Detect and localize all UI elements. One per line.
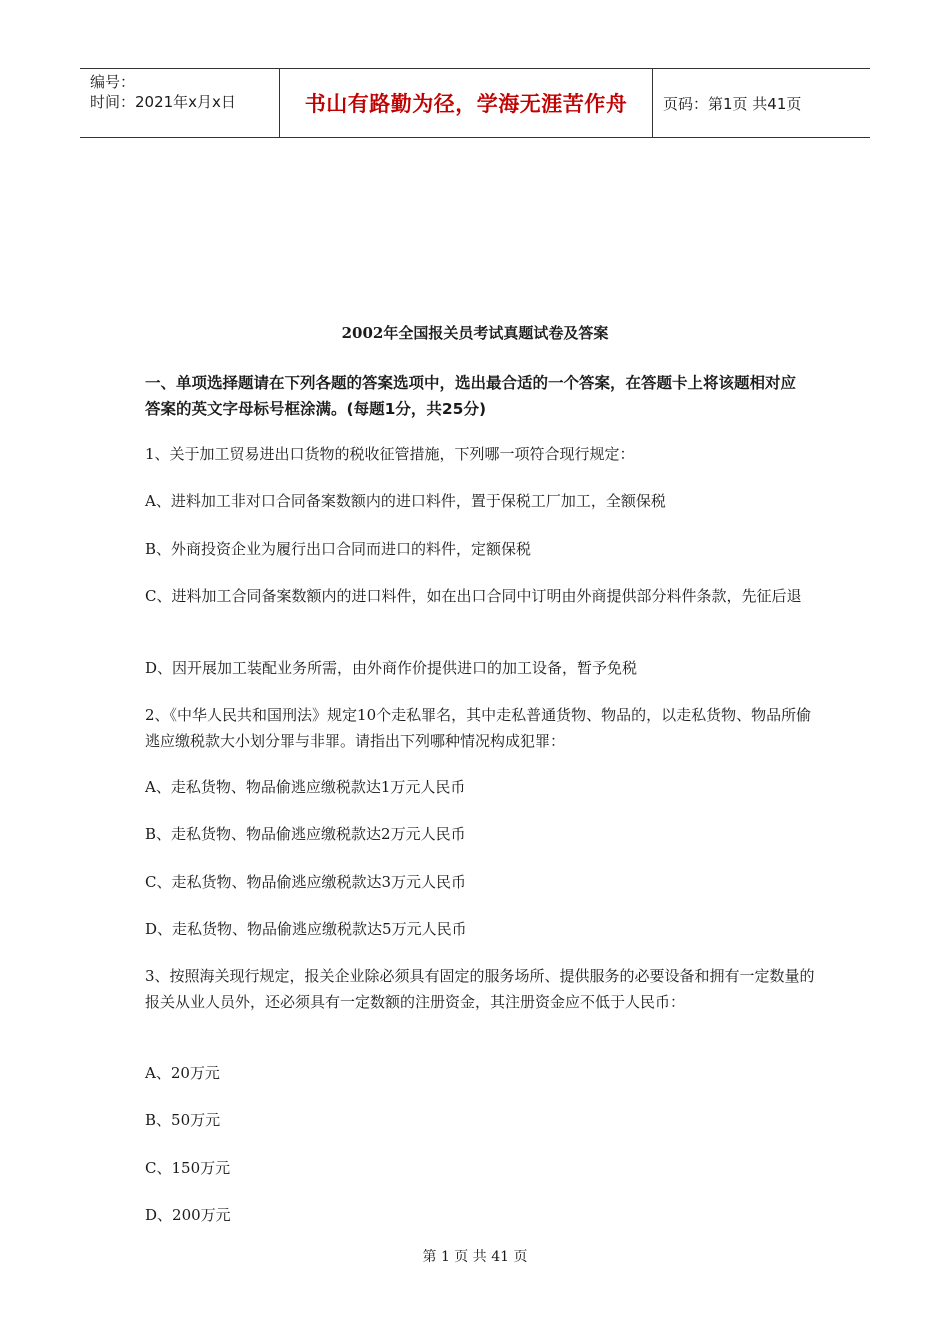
option-3a: A、20万元: [145, 1064, 220, 1082]
option-2a: A、走私货物、物品偷逃应缴税款达1万元人民币: [145, 778, 466, 796]
header-page-cell: [653, 69, 870, 137]
motto-text: 书山有路勤为径，学海无涯苦作舟: [304, 92, 628, 116]
document-header: [80, 68, 870, 138]
option-3c: C、150万元: [145, 1159, 231, 1177]
document-title: 2002年全国报关员考试真题试卷及答案: [341, 324, 609, 342]
option-1b: B、外商投资企业为履行出口合同而进口的料件，定额保税: [145, 540, 532, 558]
section-heading: 一、单项选择题请在下列各题的答案选项中，选出最合适的一个答案，在答题卡上将该题相对应答案的英文字母标号框涂满。(每题1分，共25分): [145, 374, 797, 418]
question-1: 1、关于加工贸易进出口货物的税收征管措施，下列哪一项符合现行规定：: [145, 445, 635, 463]
option-1c: C、进料加工合同备案数额内的进口料件，如在出口合同中订明由外商提供部分料件条款，先征后退: [145, 587, 802, 605]
option-2b: B、走私货物、物品偷逃应缴税款达2万元人民币: [145, 825, 466, 843]
option-1a: A、进料加工非对口合同备案数额内的进口料件，置于保税工厂加工，全额保税: [145, 492, 666, 510]
option-3b: B、50万元: [145, 1111, 221, 1129]
header-motto-cell: [280, 69, 653, 137]
option-2c: C、走私货物、物品偷逃应缴税款达3万元人民币: [145, 873, 467, 891]
question-3: 3、按照海关现行规定，报关企业除必须具有固定的服务场所、提供服务的必要设备和拥有一定数量的报关从业人员外，还必须具有一定数额的注册资金，其注册资金应不低于人民币：: [145, 967, 815, 1011]
option-1d: D、因开展加工装配业务所需，由外商作价提供进口的加工设备，暂予免税: [145, 659, 638, 677]
header-meta-cell: [80, 69, 280, 137]
page-footer: 第 1 页 共 41 页: [422, 1249, 528, 1265]
option-3d: D、200万元: [145, 1206, 231, 1224]
page-info: 页码：第1页 共41页: [663, 94, 802, 113]
option-2d: D、走私货物、物品偷逃应缴税款达5万元人民币: [145, 920, 467, 938]
time-label: 时间：2021年x月x日: [90, 93, 236, 111]
serial-label: 编号：: [90, 73, 136, 91]
question-2: 2、《中华人民共和国刑法》规定10个走私罪名，其中走私普通货物、物品的，以走私货物、物品所偷逃应缴税款大小划分罪与非罪。请指出下列哪种情况构成犯罪：: [145, 706, 812, 750]
